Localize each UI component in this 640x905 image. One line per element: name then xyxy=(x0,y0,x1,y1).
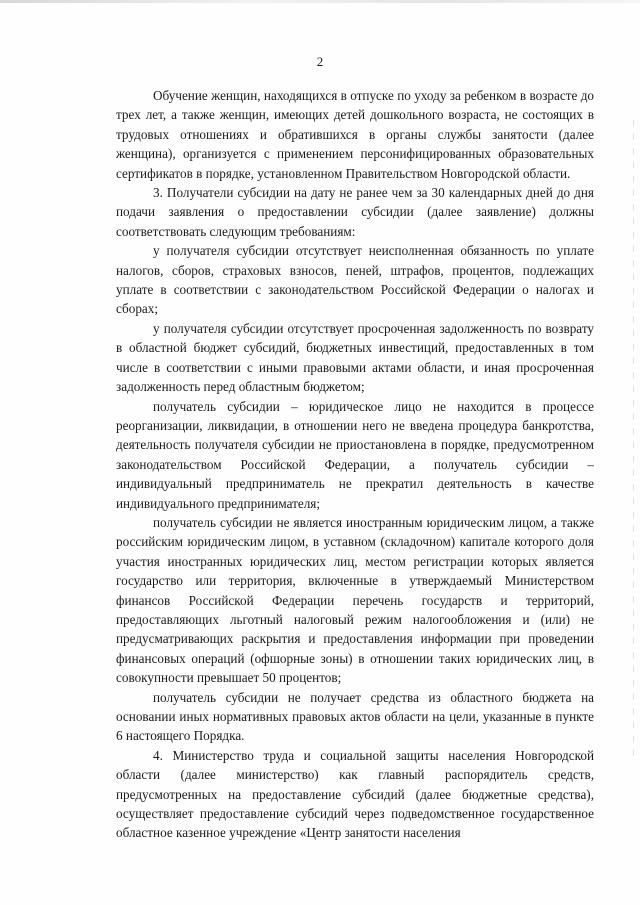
paragraph-item-3: 3. Получатели субсидии на дату не ранее чем за 30 календарных дней до дня подачи заявления о предоставлении субсидии (далее заявление) должны соответствовать следующим требованиям: xyxy=(116,185,594,239)
scan-top-edge xyxy=(0,0,640,3)
page-number: 2 xyxy=(316,54,324,69)
paragraph-debt: у получателя субсидии отсутствует просроченная задолженность по возврату в областной бюджет субсидий, бюджетных инвестиций, предоставленных в том числе в соответствии с иными правовыми актами области, и иная просроченная задолженность перед областным бюджетом; xyxy=(116,320,594,395)
paragraph-training: Обучение женщин, находящихся в отпуске по уходу за ребенком в возрасте до трех лет, а также женщин, имеющих детей дошкольного возраста, не состоящих в трудовых отношениях и обратившихся в органы службы занятости (далее женщина), организуется с применением персонифицированных образовательных сертификатов в порядке, установленном Правительством Новгородской области. xyxy=(116,88,594,181)
paragraph-reorganization: получатель субсидии – юридическое лицо не находится в процессе реорганизации, ликвидации, в отношении него не введена процедура банкротства, деятельность получателя субсидии не приостановлена в порядке, предусмотренном законодательством Российской Федерации, а получатель субсидии – индивидуальный предприниматель не прекратил деятельность в качестве индивидуального предпринимателя; xyxy=(116,398,594,511)
paragraph-item-4: 4. Министерство труда и социальной защиты населения Новгородской области (далее министерство) как главный распорядитель средств, предусмотренных на предоставление субсидий (далее бюджетные средства), осуществляет предоставление субсидий через подведомственное государственное областное казенное учреждение «Центр занятости населения xyxy=(116,747,594,841)
document-body xyxy=(116,86,594,843)
paragraph-other-funds: получатель субсидии не получает средства из областного бюджета на основании иных нормативных правовых актов области на цели, указанные в пункте 6 настоящего Порядка. xyxy=(116,689,594,744)
paragraph-taxes: у получателя субсидии отсутствует неисполненная обязанность по уплате налогов, сборов, страховых взносов, пеней, штрафов, процентов, подлежащих уплате в соответствии с законодательством Российской Федерации о налогах и сборах; xyxy=(116,243,594,317)
paragraph-foreign-entity: получатель субсидии не является иностранным юридическим лицом, а также российским юридическим лицом, в уставном (складочном) капитале которого доля участия иностранных юридических лиц, местом регистрации которых является государство или территория, включенные в утверждаемый Министерством финансов Российской Федерации перечень государств и территорий, предоставляющих льготный налоговый режим налогообложения и (или) не предусматривающих раскрытия и предоставления информации при проведении финансовых операций (офшорные зоны) в отношении таких юридических лиц, в совокупности превышает 50 процентов; xyxy=(116,514,594,686)
scan-right-edge xyxy=(633,120,634,760)
